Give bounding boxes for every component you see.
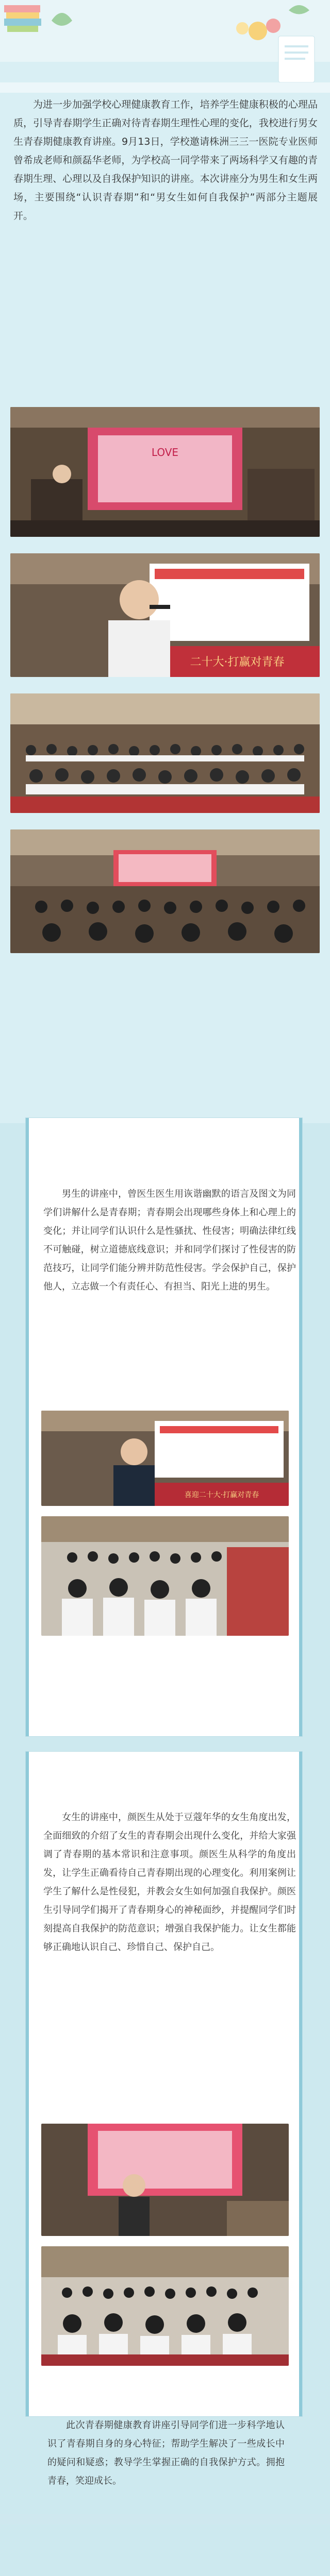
footer-illustration (0, 2524, 330, 2576)
photo-girls-speaker (41, 2124, 289, 2236)
photo-audience-screen (10, 829, 320, 953)
header-decoration (0, 0, 330, 93)
photo-podium-speaker (10, 407, 320, 537)
photo-male-doctor (10, 553, 320, 677)
card-left-bar-2 (26, 1752, 29, 2416)
photo-boys-speaker (41, 1411, 289, 1506)
card-right-bar-2 (299, 1752, 302, 2416)
girls-text (43, 1808, 296, 1957)
screen-text: LOVE (151, 446, 179, 459)
photo-girls-audience (41, 2246, 289, 2366)
header-illustration (0, 0, 330, 93)
closing-section (47, 2416, 285, 2490)
boys-text (43, 1185, 296, 1296)
banner-text: 二十大·打赢对青春 (190, 656, 285, 669)
banner-text-2: 喜迎二十大·打赢对青春 (184, 1491, 259, 1499)
card-left-bar (26, 1118, 29, 1736)
photo-boys-audience (41, 1516, 289, 1636)
card-right-bar (299, 1118, 302, 1736)
closing-paragraph: 此次青春期健康教育讲座引导同学们进一步科学地认识了青春期自身的身心特征；帮助学生解决了一些成长中的疑问和疑惑；教导学生掌握正确的自我保护方式。拥抱青春，笑迎成长。 (47, 2420, 285, 2486)
girls-paragraph: 女生的讲座中，颜医生从处于豆蔻年华的女生角度出发，全面细致的介绍了女生的青春期会出现什么变化，并给大家强调了青春期的基本常识和注意事项。颜医生从科学的角度出发，让学生正确看待自己青春期出现的心理变化。利用案例让学生了解什么是性侵犯，并教会女生如何加强自我保护。颜医生引导同学们揭开了青春期身心的神秘面纱，并提醒同学们时刻提高自我保护的防范意识；增强自我保护能力。让女生都能够正确地认识自己、珍惜自己、保护自己。 (43, 1812, 296, 1953)
intro-section (13, 95, 318, 225)
intro-paragraph: 为进一步加强学校心理健康教育工作，培养学生健康积极的心理品质，引导青春期学生正确对待青春期生理性心理的变化，我校进行男女生青春期健康教育讲座。9月13日，学校邀请株洲三三一医院专业医师曾希成老师和颜磊华老师，为学校高一同学带来了两场科学又有趣的青春期生理、心理以及自我保护知识的讲座。本次讲座分为男生和女生两场，主要围绕“认识青春期”和“男女生如何自我保护”两部分主题展开。 (13, 99, 318, 222)
footer-decoration (0, 2524, 330, 2576)
photo-audience-wide (10, 693, 320, 813)
boys-paragraph: 男生的讲座中，曾医生医生用诙谐幽默的语言及图文为同学们讲解什么是青春期；青春期会出现哪些身体上和心理上的变化；并让同学们认识什么是性骚扰、性侵害；明确法律红线不可触碰，树立道德底线意识；并和同学们探讨了性侵害的防范技巧，让同学们能分辨并防范性侵害。学会保护自己，保护他人，立志做一个有责任心、有担当、阳光上进的男生。 (43, 1189, 296, 1292)
